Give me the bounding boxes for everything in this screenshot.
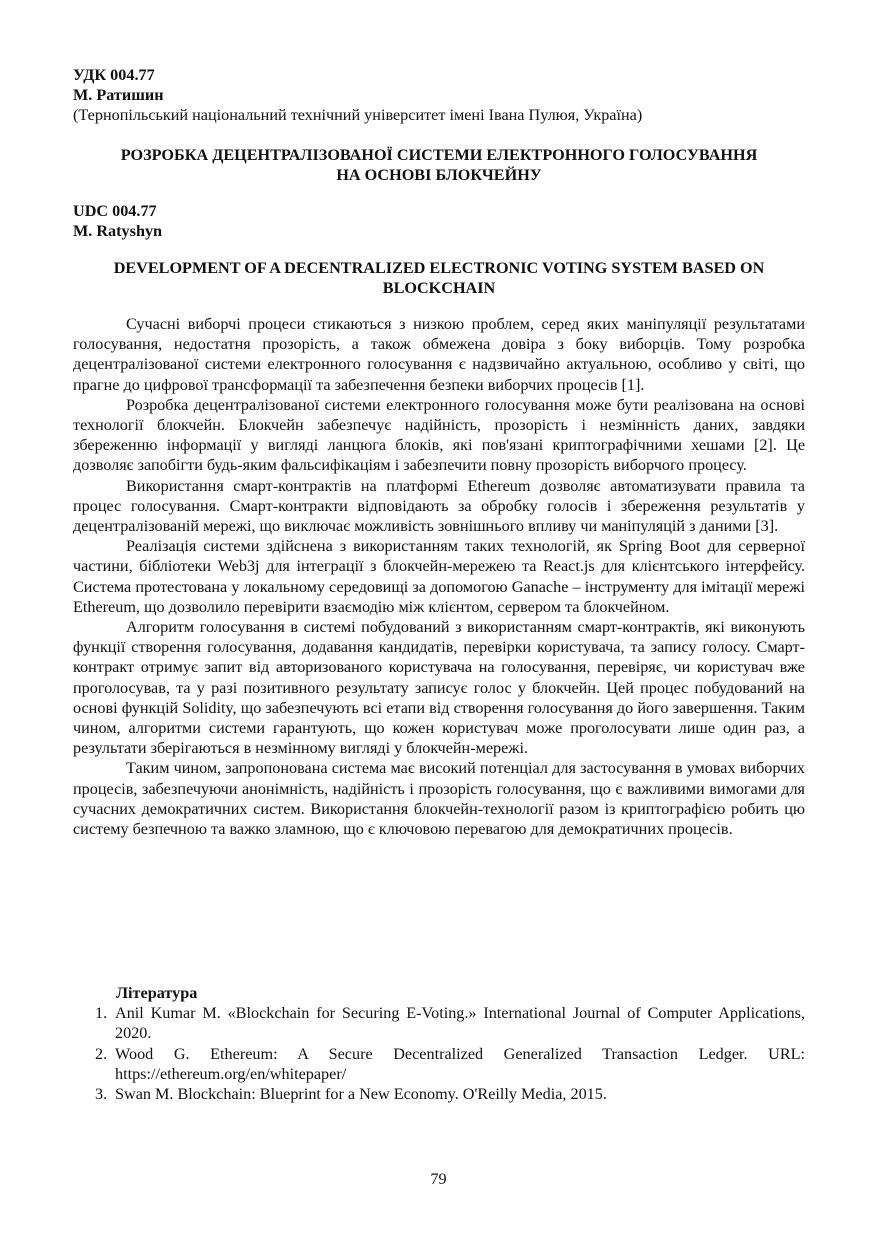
header-ua (73, 65, 805, 105)
references-heading: Література (116, 984, 198, 1002)
reference-item (73, 1003, 805, 1043)
paragraph: Розробка децентралізованої системи електронного голосування може бути реалізована на основі технології блокчейн. Блокчейн забезпечує надійність, прозорість і незмінність даних, завдяки збереженню інформації у вигляді ланцюга блоків, які пов'язані криптографічними хешами [2]. Це дозволяє запобігти будь-яким фальсифікаціям і забезпечити повну прозорість виборчого процесу. (73, 395, 805, 475)
article-body (73, 314, 805, 839)
title-en-line1: DEVELOPMENT OF A DECENTRALIZED ELECTRONIC VOTING SYSTEM BASED ON (113, 259, 765, 277)
paragraph: Таким чином, запропонована система має високий потенціал для застосування в умовах виборчих процесів, забезпечуючи анонімність, надійність і прозорість голосування, що є важливими вимогами для сучасних демократичних систем. Використання блокчейн-технології разом із криптографією робить цю систему безпечною та важко зламною, що є ключовою перевагою для демократичних процесів. (73, 759, 805, 839)
title-en-line2: BLOCKCHAIN (382, 279, 496, 298)
paragraph: Алгоритм голосування в системі побудований з використанням смарт-контрактів, які виконують функції створення голосування, додавання кандидатів, перевірки користувача, та запису голосу. Смарт-контракт отримує запит від авторизованого користувача на голосування, перевіряє, чи користувач вже проголосував, та у разі позитивного результату записує голос у блокчейн. Цей процес побудований на основі функцій Solidity, що забезпечують всі етапи від створення голосування до його завершення. Таким чином, алгоритми системи гарантують, що кожен користувач може проголосувати лише один раз, а результати зберігаються в незмінному вигляді у блокчейн-мережі. (73, 618, 805, 758)
title-ua (73, 145, 805, 185)
udc-en: UDC 004.77 (73, 202, 157, 220)
references-section (73, 983, 805, 1104)
reference-item (73, 1084, 805, 1104)
affiliation-ua: (Тернопільський національний технічний університет імені Івана Пулюя, Україна) (73, 106, 643, 124)
reference-number: 2. (95, 1044, 108, 1063)
paragraph: Сучасні виборчі процеси стикаються з низкою проблем, серед яких маніпуляції результатами голосування, недостатня прозорість, а також обмежена довіра з боку виборців. Тому розробка децентралізованої системи електронного голосування є надзвичайно актуальною, особливо у світі, що прагне до цифрової трансформації та забезпечення безпеки виборчих процесів [1]. (73, 315, 805, 394)
header-en (73, 201, 805, 241)
title-ua-line2: НА ОСНОВІ БЛОКЧЕЙНУ (336, 166, 542, 185)
udc-ua: УДК 004.77 (73, 66, 155, 84)
reference-text: Wood G. Ethereum: A Secure Decentralized Generalized Transaction Ledger. URL: https://ethereum.org/en/whitepaper/ (115, 1044, 805, 1083)
author-en: M. Ratyshyn (73, 222, 163, 241)
title-en (73, 258, 805, 298)
title-ua-line1: РОЗРОБКА ДЕЦЕНТРАЛІЗОВАНОЇ СИСТЕМИ ЕЛЕКТРОННОГО ГОЛОСУВАННЯ (120, 146, 758, 164)
reference-number: 3. (95, 1085, 108, 1104)
reference-number: 1. (95, 1004, 108, 1023)
page-number: 79 (430, 1170, 447, 1188)
paragraph: Реалізація системи здійснена з використанням таких технологій, як Spring Boot для серверної частини, бібліотеки Web3j для інтеграції з блокчейн-мережею та React.js для клієнтського інтерфейсу. Система протестована у локальному середовищі за допомогою Ganache – інструменту для імітації мережі Ethereum, що дозволило перевірити взаємодію між клієнтом, сервером та блокчейном. (73, 537, 805, 616)
author-ua: М. Ратишин (73, 86, 164, 105)
reference-text: Anil Kumar M. «Blockchain for Securing E-Voting.» International Journal of Computer Applications, 2020. (115, 1004, 805, 1043)
paragraph: Використання смарт-контрактів на платформі Ethereum дозволяє автоматизувати правила та процес голосування. Смарт-контракти відповідають за обробку голосів і збереження результатів у децентралізованій мережі, що виключає можливість зовнішнього впливу чи маніпуляцій з даними [3]. (73, 476, 805, 536)
reference-text: Swan M. Blockchain: Blueprint for a New Economy. O'Reilly Media, 2015. (115, 1085, 607, 1104)
references-list (73, 1003, 805, 1104)
reference-item (73, 1044, 805, 1084)
